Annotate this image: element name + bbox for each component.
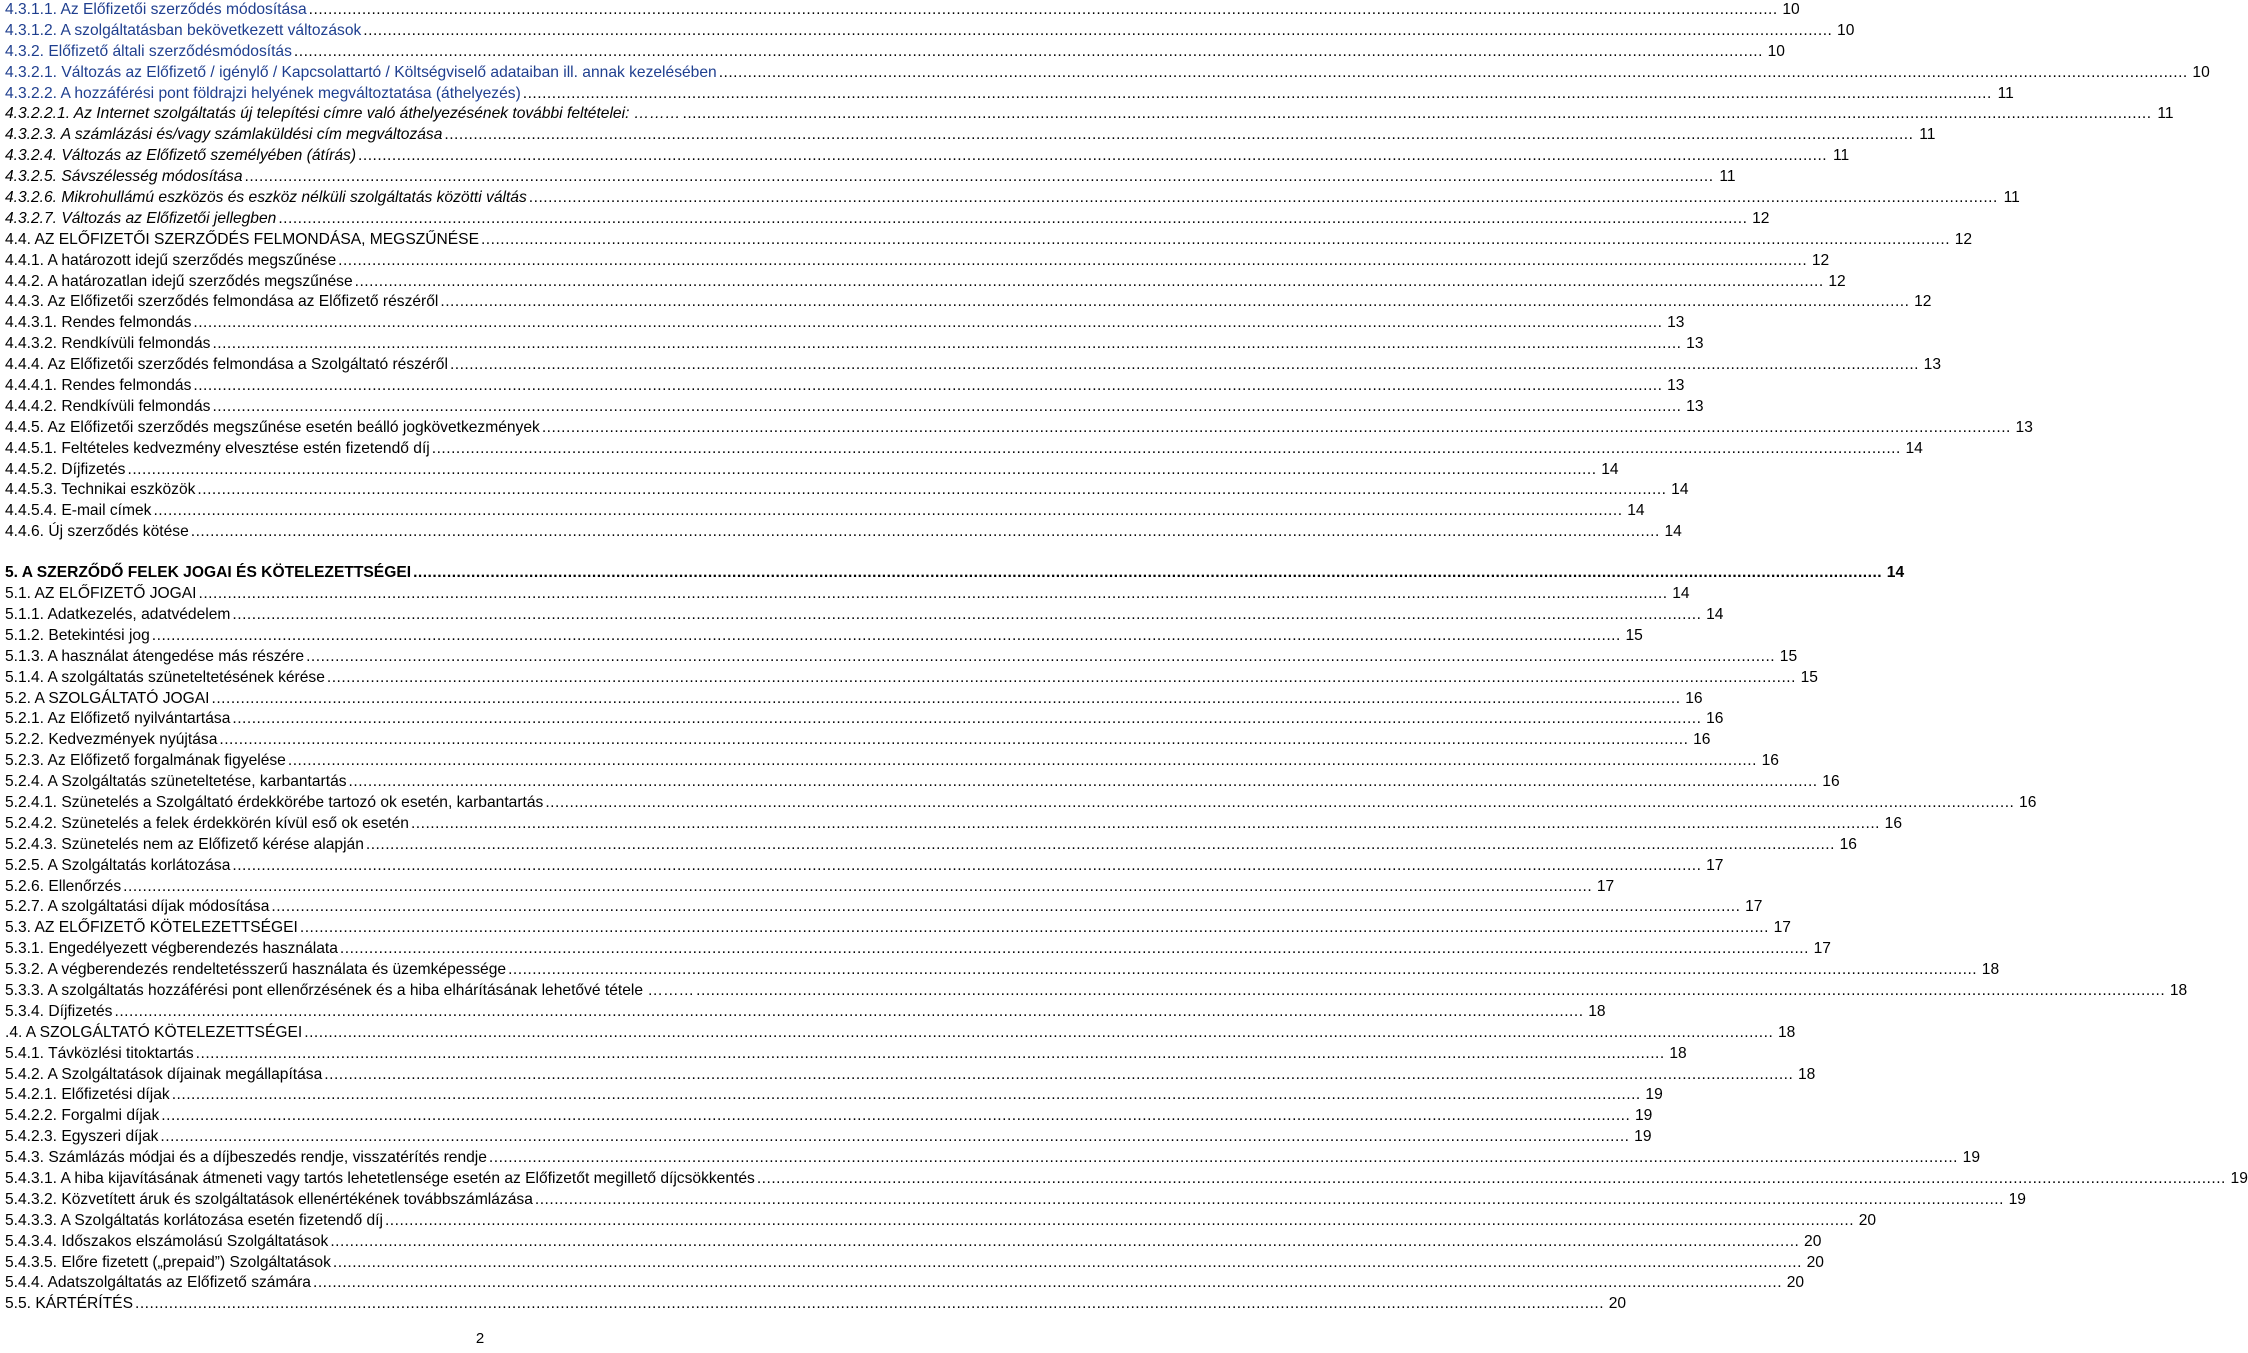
toc-entry-page: 16	[1706, 710, 1724, 728]
toc-entry-title: 5.2.3. Az Előfizető forgalmának figyelése	[5, 752, 286, 770]
dot-leader	[696, 981, 2165, 1002]
toc-entry-page: 11	[2003, 189, 2020, 207]
toc-entry-page: 13	[1686, 397, 1704, 415]
dot-leader	[683, 104, 2152, 125]
toc-entry-page: 10	[1837, 21, 1855, 39]
toc-entry-page: 19	[1635, 1107, 1653, 1125]
toc-entry-title: 4.4.3. Az Előfizetői szerződés felmondása az Előfizető részéről	[5, 293, 439, 311]
dot-leader	[508, 960, 1977, 981]
toc-entry-title: 4.4.2. A határozatlan idejű szerződés megszűnése	[5, 272, 353, 290]
toc-entry-page: 17	[1706, 856, 1724, 874]
toc-entry-page: 13	[1667, 377, 1685, 395]
toc-entry-title: 5.4.3.1. A hiba kijavításának átmeneti vagy tartós lehetetlensége esetén az Előfizetőt megillető díjcsökkentés	[5, 1169, 755, 1187]
toc-entry-title: 5.2.2. Kedvezmények nyújtása	[5, 731, 218, 749]
dot-leader	[366, 835, 1835, 856]
dot-leader	[535, 1190, 2004, 1211]
toc-entry-title: 4.4.5.3. Technikai eszközök	[5, 481, 196, 499]
table-of-contents	[5, 0, 2248, 1315]
toc-entry[interactable]	[5, 63, 2210, 84]
toc-entry-title: 5.4.3.3. A Szolgáltatás korlátozása esetén fizetendő díj	[5, 1211, 383, 1229]
dot-leader	[161, 1106, 1630, 1127]
toc-entry[interactable]	[5, 84, 2014, 105]
toc-entry-title: 5.4.3.4. Időszakos elszámolású Szolgáltatások	[5, 1232, 329, 1250]
toc-entry[interactable]	[5, 188, 2020, 209]
dot-leader	[232, 709, 1701, 730]
toc-entry[interactable]	[5, 167, 1736, 188]
toc-entry-page: 13	[1686, 335, 1704, 353]
toc-entry-title: 5.2.4.1. Szünetelés a Szolgáltató érdekkörébe tartozó ok esetén, karbantartás	[5, 793, 544, 811]
toc-entry-title: 4.4.5. Az Előfizetői szerződés megszűnése esetén beálló jogkövetkezmények	[5, 418, 540, 436]
toc-entry-title: 4.4.4.1. Rendes felmondás	[5, 377, 192, 395]
dot-leader	[288, 751, 1757, 772]
dot-leader	[340, 939, 1809, 960]
toc-entry-page: 20	[1858, 1211, 1877, 1229]
toc-entry[interactable]	[5, 1127, 1652, 1148]
toc-entry-page: 16	[1693, 731, 1711, 749]
toc-entry-page: 15	[1779, 647, 1798, 665]
dot-leader	[355, 272, 1824, 293]
toc-entry[interactable]	[5, 522, 1682, 543]
dot-leader	[114, 1002, 1583, 1023]
toc-entry-page: 16	[1839, 835, 1857, 853]
toc-entry-page: 12	[1914, 293, 1932, 311]
toc-entry-page: 14	[1672, 585, 1690, 603]
toc-entry-title: 4.3.2.3. A számlázási és/vagy számlaküldési cím megváltozása	[5, 126, 443, 144]
section-gap	[5, 543, 955, 563]
dot-leader	[219, 730, 1688, 751]
toc-entry-page: 17	[1596, 877, 1615, 895]
toc-entry-title: 4.4.1. A határozott idejű szerződés megszűnése	[5, 251, 337, 269]
dot-leader	[413, 563, 1882, 584]
dot-leader	[193, 313, 1662, 334]
dot-leader	[123, 877, 1592, 898]
toc-entry[interactable]	[5, 835, 1857, 856]
dot-leader	[306, 647, 1775, 668]
toc-entry[interactable]	[5, 1044, 1687, 1065]
toc-entry-page: 10	[1767, 42, 1785, 60]
toc-entry-title: 4.3.2.7. Változás az Előfizetői jellegben	[5, 209, 277, 227]
toc-entry-title: 5.1.3. A használat átengedése más részére	[5, 647, 305, 665]
toc-entry-page: 10	[1782, 1, 1800, 18]
toc-entry-title: 4.4.5.2. Díjfizetés	[5, 460, 126, 478]
dot-leader	[193, 376, 1662, 397]
toc-entry-title: 4.4.6. Új szerződés kötése	[5, 523, 189, 541]
dot-leader	[152, 626, 1621, 647]
toc-entry-title: 5.2.4.3. Szünetelés nem az Előfizető kérése alapján	[5, 835, 364, 853]
toc-entry-title: 5.1.4. A szolgáltatás szüneteltetésének kérése	[5, 668, 325, 686]
toc-entry[interactable]	[5, 1232, 1822, 1253]
dot-leader	[450, 355, 1919, 376]
dot-leader	[212, 689, 1681, 710]
dot-leader	[294, 42, 1763, 63]
toc-entry-page: 19	[2230, 1169, 2248, 1187]
toc-entry-title: 5.4.3. Számlázás módjai és a díjbeszedés rendje, visszatérítés rendje	[5, 1149, 487, 1167]
toc-entry[interactable]	[5, 1253, 1824, 1274]
toc-entry[interactable]	[5, 1002, 1606, 1023]
toc-section-4	[5, 0, 2210, 543]
toc-entry-page: 11	[2157, 105, 2174, 123]
toc-entry-title: 5.1.1. Adatkezelés, adatvédelem	[5, 605, 231, 623]
toc-entry-page: 17	[1773, 919, 1791, 937]
toc-entry-title: 5.4.2. A Szolgáltatások díjainak megállapítása	[5, 1065, 323, 1083]
toc-entry-page: 15	[1625, 626, 1643, 644]
toc-entry-page: 16	[1685, 689, 1703, 707]
dot-leader	[385, 1211, 1854, 1232]
toc-entry[interactable]	[5, 501, 1645, 522]
toc-entry-page: 18	[1798, 1065, 1816, 1083]
toc-entry[interactable]	[5, 605, 1724, 626]
dot-leader	[529, 188, 1998, 209]
toc-entry-page: 12	[1752, 209, 1770, 227]
toc-entry[interactable]	[5, 1190, 2026, 1211]
dot-leader	[245, 167, 1714, 188]
dot-leader	[757, 1169, 2226, 1190]
toc-entry-title: 4.3.2.2.1. Az Internet szolgáltatás új telepítési címre való áthelyezésének további feltételei: ………	[5, 105, 681, 123]
toc-entry-title: 4.3.1.2. A szolgáltatásban bekövetkezett változások	[5, 21, 362, 39]
dot-leader	[542, 418, 2011, 439]
dot-leader	[199, 584, 1668, 605]
dot-leader	[330, 1232, 1799, 1253]
dot-leader	[160, 1127, 1629, 1148]
toc-entry-page: 16	[1761, 752, 1779, 770]
toc-entry-title: 5.2.4.2. Szünetelés a felek érdekkörén kívül eső ok esetén	[5, 814, 409, 832]
toc-entry[interactable]	[5, 104, 2174, 125]
toc-section-5	[5, 563, 2248, 1315]
toc-entry-page: 15	[1800, 668, 1818, 686]
toc-entry-title: 4.3.2. Előfizető általi szerződésmódosítás	[5, 42, 292, 60]
toc-entry[interactable]	[5, 1085, 1663, 1106]
toc-entry-title: .4. A SZOLGÁLTATÓ KÖTELEZETTSÉGEI	[5, 1023, 303, 1041]
toc-entry-title: 5.4.2.1. Előfizetési díjak	[5, 1086, 170, 1104]
toc-entry[interactable]	[5, 292, 1932, 313]
toc-entry-title: 5.2.6. Ellenőrzés	[5, 877, 122, 895]
toc-entry-page: 14	[1627, 502, 1645, 520]
toc-entry[interactable]	[5, 793, 2037, 814]
dot-leader	[349, 772, 1818, 793]
toc-entry[interactable]	[5, 897, 1763, 918]
toc-entry-title: 4.4.3.1. Rendes felmondás	[5, 314, 192, 332]
dot-leader	[363, 21, 1832, 42]
toc-entry-page: 13	[1667, 314, 1685, 332]
toc-entry-title: 4.3.2.5. Sávszélesség módosítása	[5, 168, 243, 186]
toc-entry-title: 5.2.4. A Szolgáltatás szüneteltetése, karbantartás	[5, 773, 347, 791]
dot-leader	[135, 1294, 1604, 1315]
toc-entry-title: 5.4.2.3. Egyszeri díjak	[5, 1128, 159, 1146]
toc-entry[interactable]	[5, 877, 1615, 898]
toc-entry-page: 12	[1811, 251, 1830, 269]
dot-leader	[444, 125, 1913, 146]
toc-entry[interactable]	[5, 1273, 1805, 1294]
toc-entry-page: 10	[2192, 63, 2210, 81]
dot-leader	[212, 334, 1681, 355]
toc-entry[interactable]	[5, 1211, 1877, 1232]
dot-leader	[324, 1065, 1793, 1086]
toc-entry-page: 20	[1804, 1232, 1822, 1250]
dot-leader	[127, 460, 1596, 481]
toc-entry-page: 17	[1745, 898, 1763, 916]
toc-entry[interactable]	[5, 668, 1818, 689]
toc-entry-page: 14	[1706, 605, 1724, 623]
toc-entry-title: 5.4.2.2. Forgalmi díjak	[5, 1107, 160, 1125]
toc-entry[interactable]	[5, 439, 1923, 460]
toc-entry[interactable]	[5, 313, 1685, 334]
toc-entry[interactable]	[5, 146, 1850, 167]
dot-leader	[300, 918, 1769, 939]
toc-entry[interactable]	[5, 584, 1690, 605]
toc-entry[interactable]	[5, 272, 1846, 293]
toc-entry-page: 18	[1777, 1023, 1796, 1041]
dot-leader	[196, 1044, 1665, 1065]
toc-entry-page: 18	[1981, 961, 2000, 979]
toc-entry-title: 4.3.2.4. Változás az Előfizető személyében (átírás)	[5, 147, 357, 165]
toc-entry[interactable]	[5, 334, 1704, 355]
toc-entry-page: 11	[1919, 126, 1936, 144]
toc-entry-page: 20	[1786, 1274, 1805, 1292]
toc-entry-page: 16	[1884, 814, 1903, 832]
toc-entry-page: 18	[1588, 1002, 1606, 1020]
toc-entry[interactable]	[5, 21, 1855, 42]
toc-entry-title: 4.4.4. Az Előfizetői szerződés felmondása a Szolgáltató részéről	[5, 356, 448, 374]
dot-leader	[440, 292, 1909, 313]
toc-entry-page: 13	[1923, 356, 1942, 374]
toc-entry-page: 14	[1664, 523, 1682, 541]
toc-entry[interactable]	[5, 397, 1704, 418]
dot-leader	[197, 480, 1666, 501]
toc-entry-page: 11	[1719, 168, 1736, 186]
toc-entry[interactable]	[5, 960, 2000, 981]
page-number: 2	[475, 1330, 485, 1347]
toc-entry-title: 5.3.4. Díjfizetés	[5, 1002, 113, 1020]
toc-entry[interactable]	[5, 376, 1685, 397]
toc-entry-page: 19	[1962, 1149, 1980, 1167]
toc-entry[interactable]	[5, 251, 1830, 272]
toc-entry-page: 17	[1813, 940, 1831, 958]
toc-entry-page: 14	[1886, 564, 1905, 582]
toc-entry-title: 5.2.7. A szolgáltatási díjak módosítása	[5, 898, 270, 916]
dot-leader	[523, 84, 1992, 105]
dot-leader	[153, 501, 1622, 522]
toc-entry-title: 5.4.4. Adatszolgáltatás az Előfizető számára	[5, 1274, 311, 1292]
toc-entry[interactable]	[5, 1169, 2248, 1190]
toc-entry[interactable]	[5, 42, 1785, 63]
toc-entry-page: 19	[1645, 1086, 1663, 1104]
toc-entry[interactable]	[5, 1065, 1816, 1086]
toc-entry[interactable]	[5, 751, 1779, 772]
dot-leader	[271, 897, 1740, 918]
toc-entry-title: 4.3.1.1. Az Előfizetői szerződés módosítása	[5, 1, 307, 18]
toc-entry-title: 5.3.2. A végberendezés rendeltetésszerű használata és üzemképessége	[5, 961, 507, 979]
toc-entry-title: 5.4.3.5. Előre fizetett („prepaid”) Szolgáltatások	[5, 1253, 331, 1271]
toc-entry[interactable]	[5, 1148, 1980, 1169]
dot-leader	[232, 856, 1701, 877]
toc-entry-page: 14	[1905, 439, 1923, 457]
toc-entry-page: 20	[1806, 1253, 1824, 1271]
toc-entry-title: 5.4.3.2. Közvetített áruk és szolgáltatások ellenértékének továbbszámlázása	[5, 1190, 533, 1208]
toc-entry-title: 4.4.3.2. Rendkívüli felmondás	[5, 335, 211, 353]
dot-leader	[489, 1148, 1958, 1169]
dot-leader	[232, 605, 1701, 626]
toc-entry-title: 5.3.1. Engedélyezett végberendezés használata	[5, 940, 338, 958]
toc-entry-title: 4.4.5.4. E-mail címek	[5, 502, 152, 520]
dot-leader	[358, 146, 1827, 167]
dot-leader	[309, 0, 1778, 21]
dot-leader	[338, 251, 1807, 272]
dot-leader	[545, 793, 2014, 814]
toc-entry[interactable]	[5, 772, 1840, 793]
toc-entry[interactable]	[5, 480, 1689, 501]
toc-entry[interactable]	[5, 647, 1798, 668]
dot-leader	[212, 397, 1681, 418]
toc-entry-title: 4.3.2.2. A hozzáférési pont földrajzi helyének megváltoztatása (áthelyezés)	[5, 84, 521, 102]
toc-entry[interactable]	[5, 626, 1643, 647]
toc-entry[interactable]	[5, 125, 1936, 146]
toc-entry-page: 11	[1997, 84, 2014, 102]
toc-entry-title: 4.4.5.1. Feltételes kedvezmény elvesztése estén fizetendő díj	[5, 439, 430, 457]
toc-entry-title: 5.2. A SZOLGÁLTATÓ JOGAI	[5, 689, 210, 707]
toc-entry-page: 20	[1608, 1295, 1627, 1313]
toc-entry[interactable]	[5, 1023, 1796, 1044]
toc-entry[interactable]	[5, 460, 1619, 481]
toc-entry-title: 4.3.2.1. Változás az Előfizető / igénylő / Kapcsolattartó / Költségviselő adataiban ill. annak kezelésében	[5, 63, 717, 81]
toc-entry[interactable]	[5, 230, 1973, 251]
toc-entry[interactable]	[5, 709, 1724, 730]
toc-entry-title: 5.2.1. Az Előfizető nyilvántartása	[5, 710, 231, 728]
toc-entry-page: 11	[1832, 147, 1850, 165]
toc-entry[interactable]	[5, 918, 1791, 939]
toc-entry-title: 5.3.3. A szolgáltatás hozzáférési pont ellenőrzésének és a hiba elhárításának lehetővé tétele ………	[5, 981, 695, 999]
toc-entry-page: 18	[2169, 981, 2188, 999]
toc-entry[interactable]	[5, 814, 1903, 835]
toc-entry-page: 12	[1954, 230, 1973, 248]
toc-entry-page: 16	[2019, 793, 2037, 811]
toc-entry[interactable]	[5, 856, 1724, 877]
toc-entry-page: 16	[1822, 773, 1840, 791]
toc-entry[interactable]	[5, 418, 2033, 439]
toc-entry[interactable]	[5, 1294, 1627, 1315]
dot-leader	[411, 814, 1880, 835]
toc-entry-page: 19	[2008, 1190, 2026, 1208]
toc-entry-page: 14	[1601, 460, 1619, 478]
toc-entry-title: 4.3.2.6. Mikrohullámú eszközös és eszköz nélküli szolgáltatás közötti váltás	[5, 189, 527, 207]
toc-entry[interactable]	[5, 0, 1800, 21]
toc-entry[interactable]	[5, 689, 1703, 710]
toc-entry-title: 5.4.1. Távközlési titoktartás	[5, 1044, 194, 1062]
toc-entry-title: 5. A SZERZŐDŐ FELEK JOGAI ÉS KÖTELEZETTSÉGEI	[5, 564, 412, 582]
dot-leader	[191, 522, 1660, 543]
dot-leader	[172, 1085, 1641, 1106]
toc-entry[interactable]	[5, 563, 1905, 584]
dot-leader	[313, 1273, 1782, 1294]
toc-entry[interactable]	[5, 730, 1711, 751]
dot-leader	[327, 668, 1796, 689]
dot-leader	[278, 209, 1747, 230]
dot-leader	[432, 439, 1901, 460]
toc-entry-page: 13	[2015, 418, 2033, 436]
toc-entry-title: 5.5. KÁRTÉRÍTÉS	[5, 1295, 133, 1313]
dot-leader	[333, 1253, 1802, 1274]
dot-leader	[304, 1023, 1773, 1044]
toc-entry-title: 4.4. AZ ELŐFIZETŐI SZERZŐDÉS FELMONDÁSA, MEGSZŰNÉSE	[5, 230, 479, 248]
dot-leader	[719, 63, 2188, 84]
toc-entry-page: 12	[1828, 272, 1846, 290]
toc-entry-title: 5.2.5. A Szolgáltatás korlátozása	[5, 856, 231, 874]
toc-entry-title: 5.1. AZ ELŐFIZETŐ JOGAI	[5, 585, 197, 603]
toc-entry[interactable]	[5, 1106, 1653, 1127]
toc-entry-title: 5.3. AZ ELŐFIZETŐ KÖTELEZETTSÉGEI	[5, 919, 298, 937]
dot-leader	[481, 230, 1950, 251]
toc-entry[interactable]	[5, 981, 2188, 1002]
toc-entry-title: 4.4.4.2. Rendkívüli felmondás	[5, 397, 211, 415]
toc-entry[interactable]	[5, 939, 1831, 960]
toc-entry-page: 19	[1634, 1128, 1652, 1146]
toc-entry-page: 18	[1669, 1044, 1687, 1062]
toc-entry-title: 5.1.2. Betekintési jog	[5, 626, 150, 644]
toc-entry-page: 14	[1671, 481, 1689, 499]
toc-entry[interactable]	[5, 355, 1942, 376]
toc-entry[interactable]	[5, 209, 1770, 230]
